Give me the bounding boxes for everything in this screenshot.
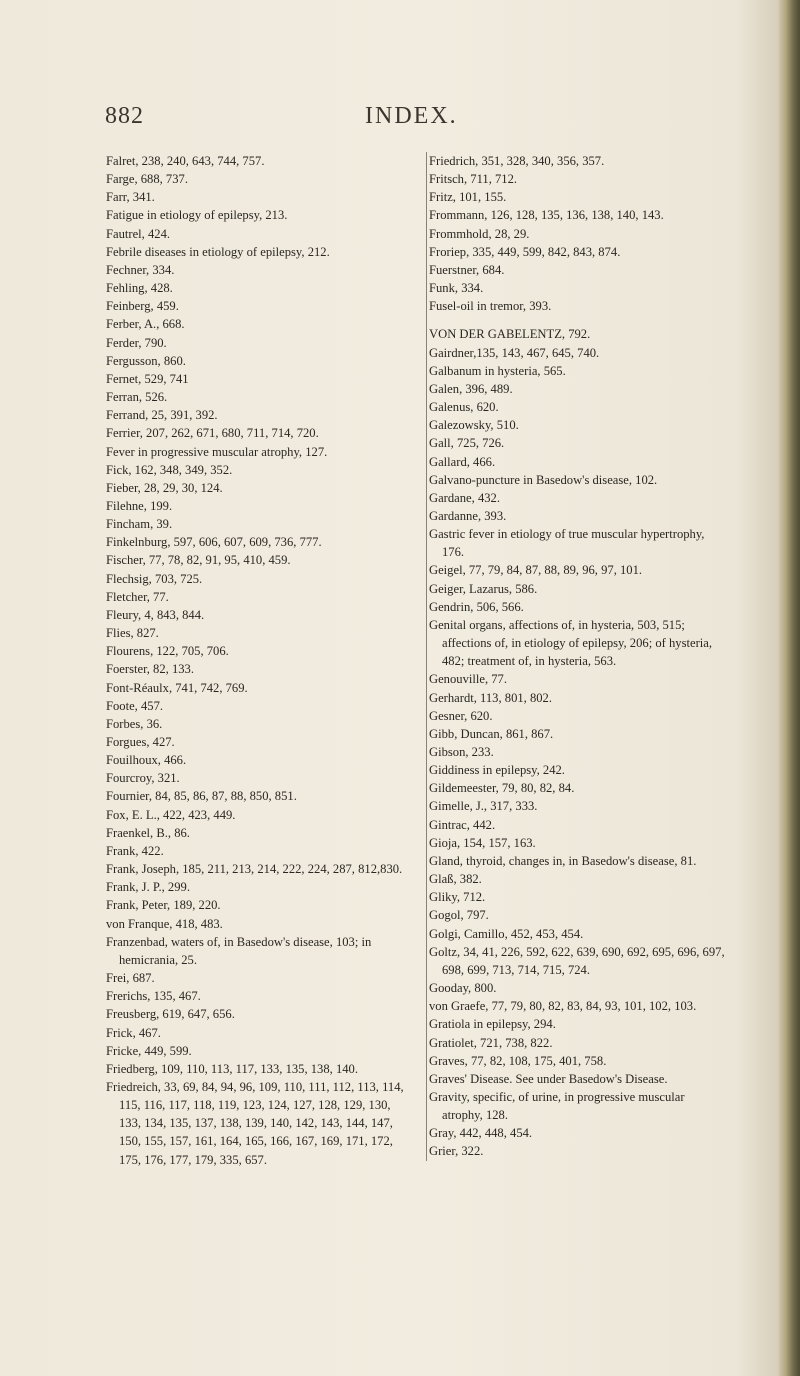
index-entry: Fouilhoux, 466. — [106, 753, 187, 768]
index-entry: Gildemeester, 79, 80, 82, 84. — [429, 781, 575, 796]
index-entry: Gendrin, 506, 566. — [429, 599, 524, 614]
index-entry: Geiger, Lazarus, 586. — [429, 581, 538, 596]
index-entry: Falret, 238, 240, 643, 744, 757. — [106, 154, 265, 168]
page-number: 882 — [105, 103, 144, 129]
index-entry: Finkelnburg, 597, 606, 607, 609, 736, 777. — [106, 535, 322, 550]
index-entry: Gardane, 432. — [429, 490, 500, 505]
index-entry: Ferrier, 207, 262, 671, 680, 711, 714, 720. — [106, 426, 319, 441]
index-entry: Fricke, 449, 599. — [106, 1043, 192, 1058]
index-entry: Gliky, 712. — [429, 890, 486, 905]
index-entry: Fournier, 84, 85, 86, 87, 88, 850, 851. — [106, 789, 297, 804]
page-edge-shadow — [778, 0, 800, 1376]
index-entry: Galezowsky, 510. — [429, 418, 519, 433]
index-entry: Glaß, 382. — [429, 872, 482, 887]
index-entry: Graves, 77, 82, 108, 175, 401, 758. — [429, 1053, 607, 1068]
index-entry: Fletcher, 77. — [106, 589, 169, 604]
index-entry: VON DER GABELENTZ, 792. — [429, 327, 591, 342]
index-entry: Fleury, 4, 843, 844. — [106, 607, 205, 622]
index-entry: Freusberg, 619, 647, 656. — [106, 1007, 235, 1022]
index-entry: Genital organs, affections of, in hysteria, 503, 515; affections of, in etiology of epilepsy, 206; of hysteria, 482; treatment of, in hysteria, 563. — [429, 617, 713, 669]
index-entry: Ferran, 526. — [106, 390, 168, 405]
index-entry: Franzenbad, waters of, in Basedow's disease, 103; in hemicrania, 25. — [106, 934, 372, 967]
index-entry: Gardanne, 393. — [429, 508, 507, 523]
index-entry: Geigel, 77, 79, 84, 87, 88, 89, 96, 97, 101. — [429, 563, 643, 578]
index-entry: Gimelle, J., 317, 333. — [429, 799, 538, 814]
index-entry: Friedreich, 33, 69, 84, 94, 96, 109, 110, 111, 112, 113, 114, 115, 116, 117, 118, 119, 123, 124, 127, 128, 129, 130, 133, 134, 135, 137, 138, 139, 140, 142, 143, 144, 147, 150, 155, 157, 161, 164, 165, 166, 167, 169, 171, 172, 175, 176, 177, 179, 335, 657. — [106, 1079, 404, 1167]
index-entry: Frerichs, 135, 467. — [106, 989, 201, 1004]
index-entry: Gallard, 466. — [429, 454, 496, 469]
index-entry: Foote, 457. — [106, 698, 164, 713]
index-section-g — [427, 325, 725, 1160]
index-entry: Galenus, 620. — [429, 400, 499, 415]
index-entry: Ferrand, 25, 391, 392. — [106, 408, 218, 423]
index-entry: Golgi, Camillo, 452, 453, 454. — [429, 926, 584, 941]
index-entry: Gastric fever in etiology of true muscular hypertrophy, 176. — [429, 527, 705, 560]
index-entry: Fusel-oil in tremor, 393. — [429, 299, 552, 314]
index-entry: Gland, thyroid, changes in, in Basedow's disease, 81. — [429, 853, 697, 868]
index-entry: Funk, 334. — [429, 281, 484, 296]
index-entry: Gravity, specific, of urine, in progressive muscular atrophy, 128. — [429, 1089, 685, 1123]
index-entry: Ferder, 790. — [106, 335, 167, 350]
index-entry: Grier, 322. — [429, 1144, 484, 1159]
index-entry: Goltz, 34, 41, 226, 592, 622, 639, 690, 692, 695, 696, 697, 698, 699, 713, 714, 715, 724. — [429, 944, 725, 977]
index-entry: Froriep, 335, 449, 599, 842, 843, 874. — [429, 244, 621, 259]
index-entry: von Franque, 418, 483. — [106, 916, 223, 931]
index-entry: Gall, 725, 726. — [429, 436, 505, 451]
index-section-f — [427, 152, 725, 315]
index-entry: Gerhardt, 113, 801, 802. — [429, 690, 552, 705]
index-entry: Giddiness in epilepsy, 242. — [429, 763, 565, 778]
index-entry: Foerster, 82, 133. — [106, 662, 194, 677]
index-column-right — [426, 152, 725, 1161]
index-entry: Fritsch, 711, 712. — [429, 172, 518, 187]
index-entry: Fechner, 334. — [106, 262, 175, 277]
index-entry: Fuerstner, 684. — [429, 262, 505, 277]
index-entry: Fautrel, 424. — [106, 226, 171, 241]
index-entry: Gooday, 800. — [429, 981, 497, 996]
index-entry: Gratiola in epilepsy, 294. — [429, 1017, 556, 1032]
index-entry: Gairdner,135, 143, 467, 645, 740. — [429, 345, 600, 360]
index-entry: Fernet, 529, 741 — [106, 371, 189, 386]
index-entry: Fick, 162, 348, 349, 352. — [106, 462, 233, 477]
index-entry: Fritz, 101, 155. — [429, 190, 507, 205]
index-entry: Fraenkel, B., 86. — [106, 825, 190, 840]
index-entry: Febrile diseases in etiology of epilepsy, 212. — [106, 244, 330, 259]
index-entry: Fergusson, 860. — [106, 353, 186, 368]
index-entry: Flies, 827. — [106, 626, 159, 641]
index-entry: Gogol, 797. — [429, 908, 489, 923]
index-entry: Frank, Peter, 189, 220. — [106, 898, 221, 913]
index-entry: Gioja, 154, 157, 163. — [429, 835, 536, 850]
index-entry: Genouville, 77. — [429, 672, 507, 687]
index-entry: Frank, J. P., 299. — [106, 880, 190, 895]
index-entry: Galvano-puncture in Basedow's disease, 102. — [429, 472, 658, 487]
index-entry: Fatigue in etiology of epilepsy, 213. — [106, 208, 288, 223]
index-entry: Fehling, 428. — [106, 281, 173, 296]
index-entry: Frick, 467. — [106, 1025, 161, 1040]
section-gap — [427, 315, 725, 325]
index-entry: Frank, 422. — [106, 843, 164, 858]
index-entry: Farge, 688, 737. — [106, 172, 188, 187]
index-entry: Gray, 442, 448, 454. — [429, 1126, 533, 1141]
index-entry: Fourcroy, 321. — [106, 771, 180, 786]
index-entry: Friedrich, 351, 328, 340, 356, 357. — [429, 154, 605, 168]
index-entry: Gintrac, 442. — [429, 817, 496, 832]
index-entry: Gesner, 620. — [429, 708, 493, 723]
index-entry: Graves' Disease. See under Basedow's Disease. — [429, 1071, 668, 1086]
index-entry: Fever in progressive muscular atrophy, 127. — [106, 444, 328, 459]
index-entry: Fieber, 28, 29, 30, 124. — [106, 480, 223, 495]
index-entry: Ferber, A., 668. — [106, 317, 185, 332]
index-column-left — [106, 152, 406, 1169]
index-entry: Frommhold, 28, 29. — [429, 226, 530, 241]
index-entry: Filehne, 199. — [106, 498, 173, 513]
index-entry: Forbes, 36. — [106, 716, 163, 731]
index-entry: Galen, 396, 489. — [429, 381, 513, 396]
index-entry: Fischer, 77, 78, 82, 91, 95, 410, 459. — [106, 553, 291, 568]
index-entry: Feinberg, 459. — [106, 299, 179, 314]
index-entry: Frei, 687. — [106, 971, 155, 986]
index-entry: Flourens, 122, 705, 706. — [106, 644, 229, 659]
index-entry: Forgues, 427. — [106, 735, 175, 749]
index-entry: Friedberg, 109, 110, 113, 117, 133, 135, 138, 140. — [106, 1061, 358, 1076]
index-entry: Farr, 341. — [106, 190, 155, 205]
index-entry: von Graefe, 77, 79, 80, 82, 83, 84, 93, 101, 102, 103. — [429, 999, 697, 1014]
index-entry: Gibb, Duncan, 861, 867. — [429, 726, 554, 741]
index-entry: Gratiolet, 721, 738, 822. — [429, 1035, 553, 1050]
index-entry: Flechsig, 703, 725. — [106, 571, 203, 586]
index-entry: Font-Réaulx, 741, 742, 769. — [106, 680, 248, 695]
index-entry: Frommann, 126, 128, 135, 136, 138, 140, 143. — [429, 208, 664, 223]
index-entry: Galbanum in hysteria, 565. — [429, 363, 566, 378]
index-entry: Fox, E. L., 422, 423, 449. — [106, 807, 236, 822]
index-entry: Frank, Joseph, 185, 211, 213, 214, 222, 224, 287, 812,830. — [106, 862, 403, 877]
page-title: INDEX. — [365, 103, 458, 129]
index-entry: Fincham, 39. — [106, 517, 173, 532]
index-entry: Gibson, 233. — [429, 745, 494, 759]
